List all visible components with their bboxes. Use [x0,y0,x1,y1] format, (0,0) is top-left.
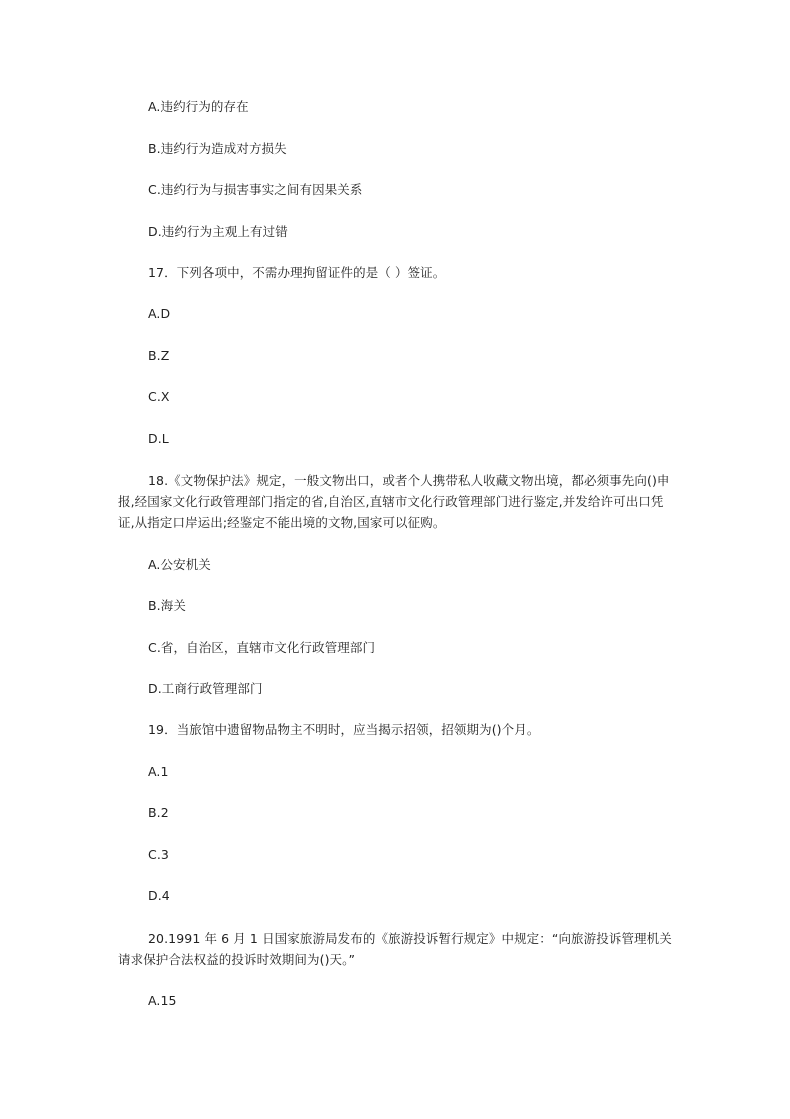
q17-option-a: A.D [148,306,171,321]
q17-option-b: B.Z [148,348,170,363]
q19-option-a: A.1 [148,764,169,779]
q17-option-d: D.L [148,431,169,446]
q19-option-c: C.3 [148,847,169,862]
question-17: 17．下列各项中，不需办理拘留证件的是（ ）签证。 [148,265,446,280]
question-19: 19．当旅馆中遗留物品物主不明时，应当揭示招领，招领期为()个月。 [148,722,540,737]
question-20: 20.1991 年 6 月 1 日国家旅游局发布的《旅游投诉暂行规定》中规定：“向旅游投诉管理机关请求保护合法权益的投诉时效期间为()天。” [118,931,672,967]
q16-option-d: D.违约行为主观上有过错 [148,224,288,239]
q18-option-b: B.海关 [148,598,186,613]
q19-option-b: B.2 [148,805,169,820]
q18-option-a: A.公安机关 [148,557,211,572]
q16-option-c: C.违约行为与损害事实之间有因果关系 [148,182,363,197]
q17-option-c: C.X [148,389,170,404]
q18-option-c: C.省，自治区，直辖市文化行政管理部门 [148,640,376,655]
question-18: 18.《文物保护法》规定，一般文物出口，或者个人携带私人收藏文物出境，都必须事先向()申报,经国家文化行政管理部门指定的省,自治区,直辖市文化行政管理部门进行鉴定,并发给许可出口凭证,从指定口岸运出;经鉴定不能出境的文物,国家可以征购。 [118,473,670,530]
q20-option-a: A.15 [148,993,177,1008]
q18-option-d: D.工商行政管理部门 [148,681,263,696]
q16-option-a: A.违约行为的存在 [148,99,249,114]
q16-option-b: B.违约行为造成对方损失 [148,141,287,156]
q19-option-d: D.4 [148,888,170,903]
